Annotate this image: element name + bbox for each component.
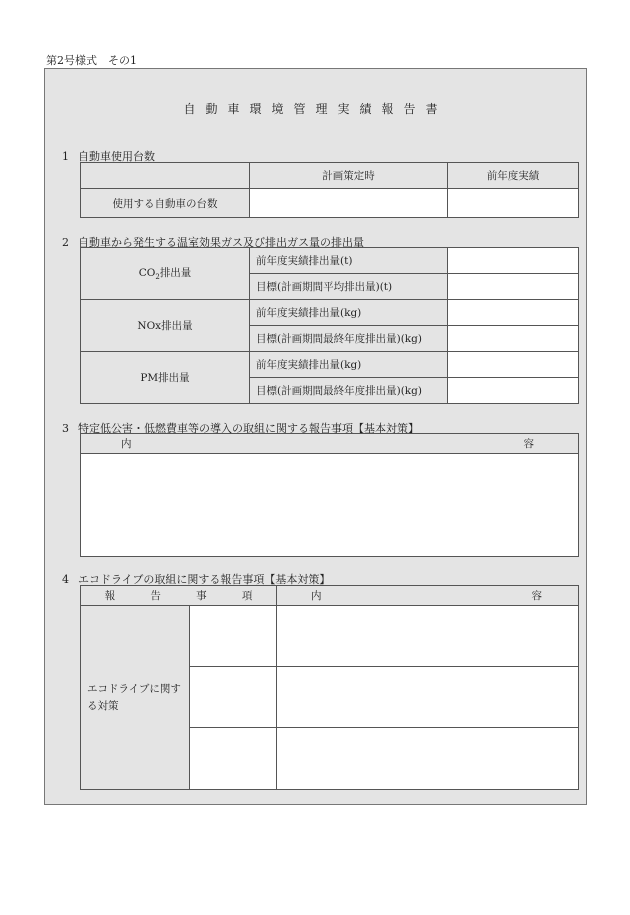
header-content-left: 内 <box>121 438 132 450</box>
section-title: 特定低公害・低燃費車等の導入の取組に関する報告事項【基本対策】 <box>78 422 419 435</box>
header-report-items <box>81 586 277 606</box>
row-label-nox: NOx排出量 <box>81 300 250 352</box>
input-ecodrive-item-2[interactable] <box>190 667 277 728</box>
input-nox-prev[interactable] <box>448 300 579 326</box>
col-header-prev: 前年度実績 <box>448 163 579 189</box>
section-title: 自動車から発生する温室効果ガス及び排出ガス量の排出量 <box>78 236 364 249</box>
row-label-co2 <box>81 248 250 300</box>
co2-text-suffix: 排出量 <box>159 267 192 280</box>
section-title: 自動車使用台数 <box>78 150 155 163</box>
section-number: 4 <box>62 573 69 586</box>
header-content-right: 容 <box>523 438 534 450</box>
input-pm-target[interactable] <box>448 378 579 404</box>
header-report-char: 事 <box>196 590 207 602</box>
input-ecodrive-item-3[interactable] <box>190 728 277 790</box>
header-report-char: 項 <box>241 590 253 602</box>
section1-table <box>80 162 579 218</box>
pm-prev-label: 前年度実績排出量(kg) <box>250 352 448 378</box>
input-co2-target[interactable] <box>448 274 579 300</box>
section-number: 3 <box>62 422 69 435</box>
co2-text: CO <box>138 267 156 280</box>
form-title: 自動車環境管理実績報告書 <box>183 102 448 116</box>
input-prev-vehicle-count[interactable] <box>448 189 579 218</box>
header-content-left: 内 <box>311 590 322 602</box>
header-content-right: 容 <box>531 590 542 602</box>
co2-prev-label: 前年度実績排出量(t) <box>250 248 448 274</box>
input-ecodrive-content-2[interactable] <box>277 667 579 728</box>
section3-table <box>80 433 579 557</box>
section-title: エコドライブの取組に関する報告事項【基本対策】 <box>78 573 331 586</box>
input-plan-vehicle-count[interactable] <box>250 189 448 218</box>
input-ecodrive-item-1[interactable] <box>190 606 277 667</box>
section-number: 1 <box>62 150 69 163</box>
row-label-ecodrive: エコドライブに関する対策 <box>81 606 190 790</box>
corner-cell <box>81 163 250 189</box>
co2-subscript: 2 <box>155 273 160 282</box>
header-report-char: 告 <box>150 590 161 602</box>
input-ecodrive-content-1[interactable] <box>277 606 579 667</box>
section-number: 2 <box>62 236 69 249</box>
row-label-vehicle-count: 使用する自動車の台数 <box>81 189 250 218</box>
co2-target-label: 目標(計画期間平均排出量)(t) <box>250 274 448 300</box>
input-pm-prev[interactable] <box>448 352 579 378</box>
section3-content-header <box>81 434 579 454</box>
form-id: 第2号様式 その1 <box>46 54 137 67</box>
nox-prev-label: 前年度実績排出量(kg) <box>250 300 448 326</box>
header-report-char: 報 <box>104 590 116 602</box>
nox-target-label: 目標(計画期間最終年度排出量)(kg) <box>250 326 448 352</box>
section2-table <box>80 247 579 404</box>
input-section3-content[interactable] <box>81 454 579 557</box>
input-co2-prev[interactable] <box>448 248 579 274</box>
header-content <box>277 586 579 606</box>
col-header-plan: 計画策定時 <box>250 163 448 189</box>
pm-target-label: 目標(計画期間最終年度排出量)(kg) <box>250 378 448 404</box>
input-ecodrive-content-3[interactable] <box>277 728 579 790</box>
row-label-pm: PM排出量 <box>81 352 250 404</box>
input-nox-target[interactable] <box>448 326 579 352</box>
section4-table <box>80 585 579 790</box>
